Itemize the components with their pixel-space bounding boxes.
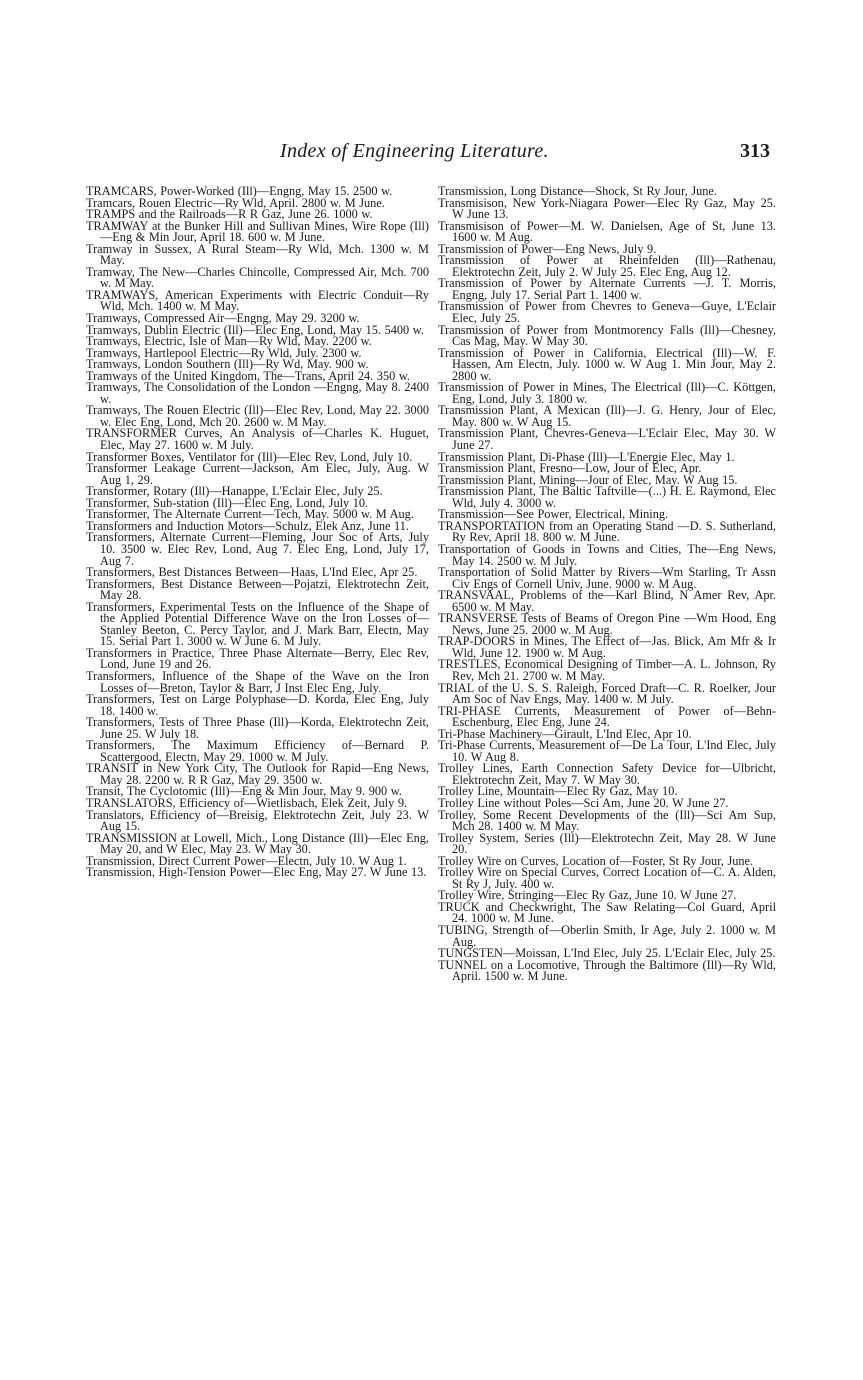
index-entry: Transmission of Power from Montmorency Falls (Ill)—Chesney, Cas Mag, May. W May 30. xyxy=(438,322,776,349)
index-entry: Transformer Boxes, Ventilator for (Ill)—Elec Rev, Lond, July 10. xyxy=(86,449,413,464)
index-entry: Transformer, Sub-station (Ill)—Elec Eng, Lond, July 10. xyxy=(86,495,369,510)
index-entry: TRIAL of the U. S. S. Raleigh, Forced Draft—C. R. Roelker, Jour Am Soc of Nav Engs, May. 1400 w. M July. xyxy=(438,680,776,707)
page-header xyxy=(0,140,863,170)
index-entry: TRANSMISSION at Lowell, Mich., Long Distance (Ill)—Elec Eng, May 20, and W Elec, May 23. W May 30. xyxy=(86,830,429,857)
index-entry: Transformers, Alternate Current—Fleming, Jour Soc of Arts, July 10. 3500 w. Elec Rev, Lond, Aug 7. Elec Eng, Lond, July 17, Aug 7. xyxy=(86,530,429,568)
index-entry: Transformers, Test on Large Polyphase—D. Korda, Elec Eng, July 18. 1400 w. xyxy=(86,692,429,718)
index-entry: Transportation of Solid Matter by Rivers—Wm Starling, Tr Assn Civ Engs of Cornell Univ, June. 9000 w. M Aug. xyxy=(438,565,776,591)
index-entry: Transit, The Cyclotomic (Ill)—Eng & Min Jour, May 9. 900 w. xyxy=(86,784,402,799)
index-entry: Tri-Phase Currents, Measurement of—De La Tour, L'Ind Elec, July 10. W Aug 8. xyxy=(438,738,776,764)
index-entry: TRUCK and Checkwright, The Saw Relating—Col Guard, April 24. 1000 w. M June. xyxy=(438,899,776,926)
index-entry: Transformers, Tests of Three Phase (Ill)—Korda, Elektrotechn Zeit, June 25. W July 18. xyxy=(86,715,429,741)
index-entry: Trolley Wire on Curves, Location of—Foster, St Ry Jour, June. xyxy=(438,853,754,868)
index-entry: Trolley Lines, Earth Connection Safety Device for—Ulbricht, Elektrotechn Zeit, May 7. W May 30. xyxy=(438,761,776,787)
index-entry: TRANSFORMER Curves, An Analysis of—Charles K. Huguet, Elec, May 27. 1600 w. M July. xyxy=(86,426,429,453)
index-entry: Transmission Plant, Chevres-Geneva—L'Eclair Elec, May 30. W June 27. xyxy=(438,426,776,453)
index-entry: Transmission, High-Tension Power—Elec Eng, May 27. W June 13. xyxy=(86,865,427,880)
index-entry: Transmission Plant, Di-Phase (Ill)—L'Energie Elec, May 1. xyxy=(438,449,735,464)
index-entry: Trolley Line, Mountain—Elec Ry Gaz, May 10. xyxy=(438,784,678,799)
index-column-left xyxy=(86,186,429,879)
index-entry: TRAMCARS, Power-Worked (Ill)—Engng, May 15. 2500 w. xyxy=(86,184,393,198)
index-entry: Transformers, Best Distance Between—Pojatzi, Elektrotechn Zeit, May 28. xyxy=(86,576,429,603)
index-entry: TRAMPS and the Railroads—R R Gaz, June 26. 1000 w. xyxy=(86,207,373,222)
index-entry: Transformers and Induction Motors—Schulz, Elek Anz, June 11. xyxy=(86,518,409,533)
index-entry: TRANSLATORS, Efficiency of—Wietlisbach, Elek Zeit, July 9. xyxy=(86,795,408,810)
index-entry: Tramcars, Rouen Electric—Ry Wld, April. 2800 w. M June. xyxy=(86,195,385,210)
index-entry: Translators, Efficiency of—Breisig, Elektrotechn Zeit, July 23. W Aug 15. xyxy=(86,807,429,834)
index-entry: Trolley System, Series (Ill)—Elektrotechn Zeit, May 28. W June 20. xyxy=(438,830,776,857)
index-entry: Tramway in Sussex, A Rural Steam—Ry Wld, Mch. 1300 w. M May. xyxy=(86,241,429,268)
index-entry: Trolley, Some Recent Developments of the (Ill)—Sci Am Sup, Mch 28. 1400 w. M May. xyxy=(438,807,776,834)
index-entry: Transmission of Power by Alternate Currents —J. T. Morris, Engng, July 17. Serial Part 1. 1400 w. xyxy=(438,276,776,302)
index-entry: Transmisison of Power—M. W. Danielsen, Age of St, June 13. 1600 w. M Aug. xyxy=(438,218,776,245)
running-title: Index of Engineering Literature. xyxy=(280,140,549,162)
index-entry: TRAP-DOORS in Mines, The Effect of—Jas. Blick, Am Mfr & Ir Wld, June 12. 1900 w. M Aug. xyxy=(438,634,776,660)
index-entry: Transformers, Best Distances Between—Haas, L'Ind Elec, Apr 25. xyxy=(86,565,418,580)
index-entry: Trolley Wire, Stringing—Elec Ry Gaz, June 10. W June 27. xyxy=(438,888,737,903)
index-entry: TRANSPORTATION from an Operating Stand —D. S. Sutherland, Ry Rev, April 18. 800 w. M June. xyxy=(438,518,776,545)
index-entry: Transmission Plant, The Baltic Taftville—(...) H. E. Raymond, Elec Wld, July 4. 3000 w. xyxy=(438,484,776,510)
index-entry: Tramways, The Rouen Electric (Ill)—Elec Rev, Lond, May 22. 3000 w. Elec Eng, Lond, Mch 20. 2600 w. M May. xyxy=(86,403,429,429)
index-entry: Transmission Plant, Mining—Jour of Elec, May. W Aug 15. xyxy=(438,472,738,487)
index-entry: Tramways, London Southern (Ill)—Ry Wd, May. 900 w. xyxy=(86,357,369,372)
index-entry: TRANSVAAL, Problems of the—Karl Blind, N Amer Rev, Apr. 6500 w. M May. xyxy=(438,588,776,614)
index-entry: Transformers, The Maximum Efficiency of—Bernard P. Scattergood, Electn, May 29. 1000 w. M July. xyxy=(86,738,429,764)
index-entry: Transmission—See Power, Electrical, Mining. xyxy=(438,507,669,522)
index-column-right xyxy=(438,186,776,983)
index-entry: Tramways, Dublin Electric (Ill)—Elec Eng, Lond, May 15. 5400 w. xyxy=(86,322,424,337)
page-number: 313 xyxy=(740,140,770,162)
index-entry: Tramways, Compressed Air—Engng, May 29. 3200 w. xyxy=(86,311,360,326)
index-entry: Transformer Leakage Current—Jackson, Am Elec, July, Aug. W Aug 1, 29. xyxy=(86,461,429,487)
index-entry: TRAMWAY at the Bunker Hill and Sullivan Mines, Wire Rope (Ill)—Eng & Min Jour, April 18. 600 w. M June. xyxy=(86,218,429,245)
index-entry: Tramways of the United Kingdom, The—Trans, April 24. 350 w. xyxy=(86,368,410,383)
index-entry: TUBING, Strength of—Oberlin Smith, Ir Age, July 2. 1000 w. M Aug. xyxy=(438,923,776,949)
index-entry: TRESTLES, Economical Designing of Timber—A. L. Johnson, Ry Rev, Mch 21. 2700 w. M May. xyxy=(438,657,776,683)
index-entry: Trolley Line without Poles—Sci Am, June 20. W June 27. xyxy=(438,795,729,810)
index-entry: TUNNEL on a Locomotive, Through the Baltimore (Ill)—Ry Wld, April. 1500 w. M June. xyxy=(438,957,776,984)
index-entry: Transmission of Power in California, Electrical (Ill)—W. F. Hassen, Am Electn, July. 1000 w. W Aug 1. Min Jour, May 2. 2800 w. xyxy=(438,345,776,383)
index-entry: Tramways, The Consolidation of the London —Engng, May 8. 2400 w. xyxy=(86,380,429,406)
index-entry: TRANSVERSE Tests of Beams of Oregon Pine —Wm Hood, Eng News, June 25. 2000 w. M Aug. xyxy=(438,611,776,637)
index-entry: Transmission of Power from Chevres to Geneva—Guye, L'Eclair Elec, July 25. xyxy=(438,299,776,326)
index-entry: Tri-Phase Machinery—Girault, L'Ind Elec, Apr 10. xyxy=(438,726,692,741)
index-entry: Transmission, Direct Current Power—Electn, July 10. W Aug 1. xyxy=(86,853,407,868)
index-entry: Transmission of Power in Mines, The Electrical (Ill)—C. Köttgen, Eng, Lond, July 3. 1800 w. xyxy=(438,380,776,406)
index-entry: TUNGSTEN—Moissan, L'Ind Elec, July 25. L'Eclair Elec, July 25. xyxy=(438,946,776,961)
index-entry: Transmission, Long Distance—Shock, St Ry Jour, June. xyxy=(438,184,717,198)
index-entry: TRANSIT in New York City, The Outlook for Rapid—Eng News, May 28. 2200 w. R R Gaz, May 29. 3500 w. xyxy=(86,761,429,787)
index-entry: Transformer, The Alternate Current—Tech, May. 5000 w. M Aug. xyxy=(86,507,414,522)
index-entry: Transmission of Power—Eng News, July 9. xyxy=(438,241,657,256)
index-entry: Transmission Plant, A Mexican (Ill)—J. G. Henry, Jour of Elec, May. 800 w. W Aug 15. xyxy=(438,403,776,429)
index-entry: Tramways, Hartlepool Electric—Ry Wld, July. 2300 w. xyxy=(86,345,362,360)
index-entry: Transformers, Experimental Tests on the Influence of the Shape of the Applied Potential Difference Wave on the Iron Losses of—Stanley Beeton, C. Percy Taylor, and J. Mark Barr, Electn, May 15. Serial Part 1. 3000 w. W June 6. M July. xyxy=(86,599,429,649)
index-entry: TRI-PHASE Currents, Measurement of Power of—Behn-Eschenburg, Elec Eng, June 24. xyxy=(438,703,776,730)
index-entry: Transmission of Power at Rheinfelden (Ill)—Rathenau, Elektrotechn Zeit, July 2. W July 25. Elec Eng, Aug 12. xyxy=(438,253,776,279)
index-entry: Transportation of Goods in Towns and Cities, The—Eng News, May 14. 2500 w. M July. xyxy=(438,541,776,568)
index-entry: Tramway, The New—Charles Chincolle, Compressed Air, Mch. 700 w. M May. xyxy=(86,264,429,291)
index-entry: Transmisison, New York-Niagara Power—Elec Ry Gaz, May 25. W June 13. xyxy=(438,195,776,222)
index-entry: TRAMWAYS, American Experiments with Electric Conduit—Ry Wld, Mch. 1400 w. M May. xyxy=(86,287,429,314)
index-entry: Transmission Plant, Fresno—Low, Jour of Elec, Apr. xyxy=(438,461,702,476)
index-entry: Transformers in Practice, Three Phase Alternate—Berry, Elec Rev, Lond, June 19 and 26. xyxy=(86,645,429,672)
index-entry: Tramways, Electric, Isle of Man—Ry Wld, May. 2200 w. xyxy=(86,334,372,349)
index-entry: Transformers, Influence of the Shape of the Wave on the Iron Losses of—Breton, Taylor & Barr, J Inst Elec Eng, July. xyxy=(86,668,429,695)
index-entry: Transformer, Rotary (Ill)—Hanappe, L'Eclair Elec, July 25. xyxy=(86,484,383,499)
index-entry: Trolley Wire on Special Curves, Correct Location of—C. A. Alden, St Ry J, July. 400 w. xyxy=(438,865,776,891)
